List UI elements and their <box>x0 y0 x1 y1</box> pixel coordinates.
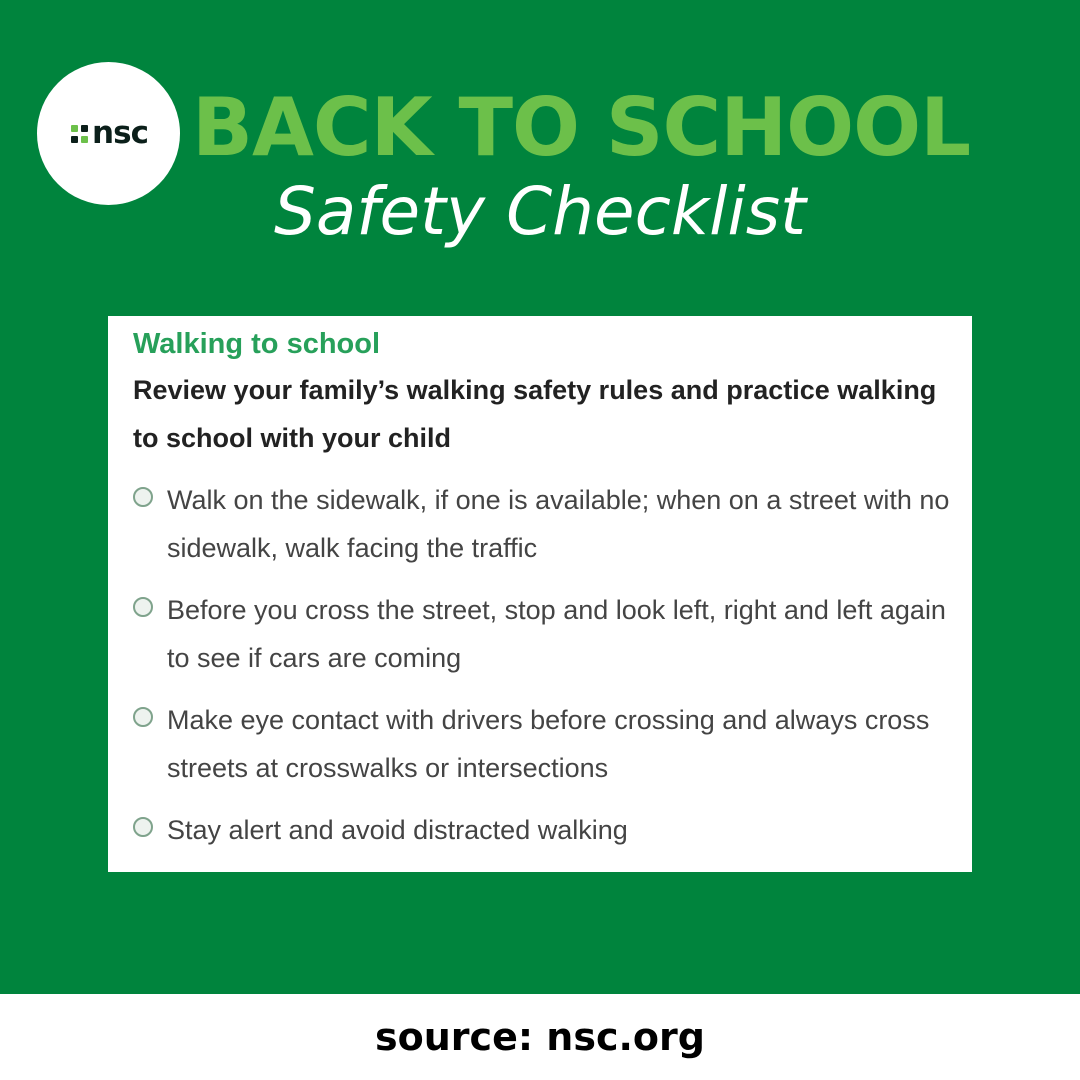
checklist-item-text: Stay alert and avoid distracted walking <box>167 815 628 845</box>
logo-dot-top-left <box>71 125 78 132</box>
page-title: BACK TO SCHOOL <box>192 81 971 174</box>
page-subtitle: Safety Checklist <box>273 173 807 250</box>
logo-dot-bottom-right <box>81 136 88 143</box>
checklist-item <box>133 586 950 682</box>
source-credit: source: nsc.org <box>375 1015 705 1059</box>
checklist-item <box>133 806 950 854</box>
radio-circle-icon[interactable] <box>133 817 153 837</box>
nsc-dots-icon <box>71 125 88 143</box>
section-lead: Review your family’s walking safety rules and practice walking to school with your child <box>133 375 937 453</box>
checklist-item <box>133 696 950 792</box>
logo-dot-bottom-left <box>71 136 78 143</box>
checklist-item <box>133 476 950 572</box>
checklist-card <box>108 316 972 872</box>
radio-circle-icon[interactable] <box>133 597 153 617</box>
checklist-item-text: Before you cross the street, stop and look left, right and left again to see if cars are coming <box>167 595 946 673</box>
logo-dot-top-right <box>81 125 88 132</box>
checklist <box>133 476 950 854</box>
section-heading: Walking to school <box>133 328 381 360</box>
logo-mark <box>71 115 148 151</box>
radio-circle-icon[interactable] <box>133 487 153 507</box>
checklist-item-text: Walk on the sidewalk, if one is available; when on a street with no sidewalk, walk facing the traffic <box>167 485 950 563</box>
radio-circle-icon[interactable] <box>133 707 153 727</box>
checklist-item-text: Make eye contact with drivers before crossing and always cross streets at crosswalks or intersections <box>167 705 930 783</box>
logo-text: nsc <box>92 115 148 151</box>
